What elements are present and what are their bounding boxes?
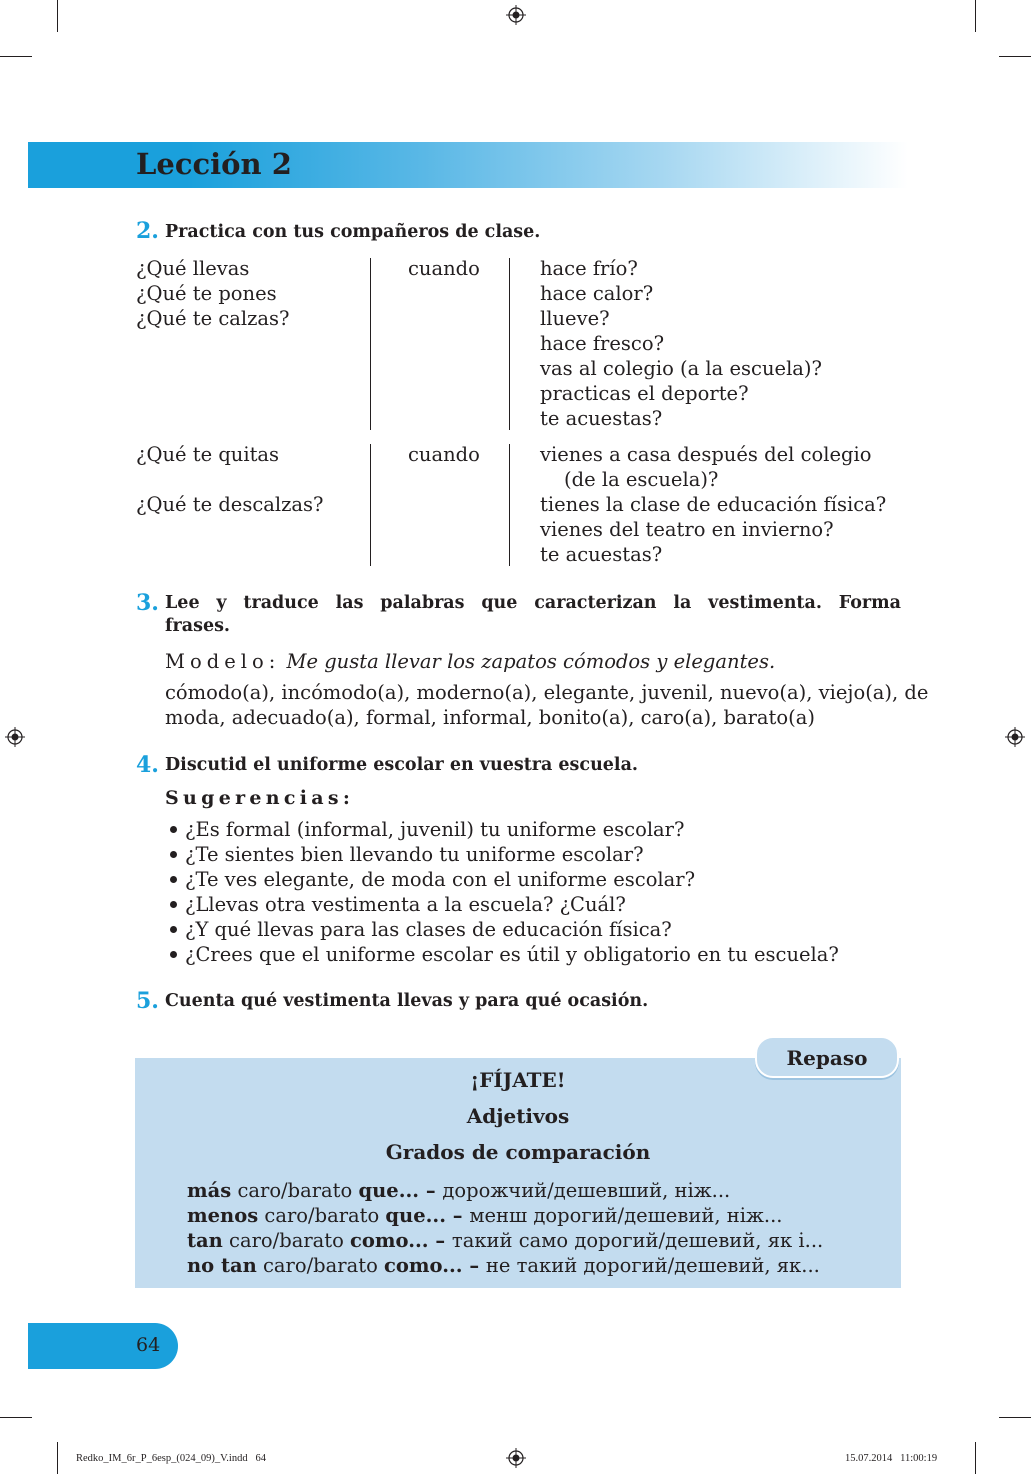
column-divider: [370, 258, 371, 430]
box-title: ¡FÍJATE!: [470, 1068, 566, 1092]
question: ¿Qué te descalzas?: [136, 493, 324, 516]
ending: hace fresco?: [540, 332, 665, 355]
comparison-list: [187, 1178, 823, 1278]
exercise-2-instruction: Practica con tus compañeros de clase.: [165, 222, 541, 242]
comparison-row: no tan caro/barato como... – не такий дорогий/дешевий, як...: [187, 1254, 820, 1277]
question: ¿Qué llevas: [136, 257, 250, 280]
ending: te acuestas?: [540, 543, 663, 566]
box-heading: Grados de comparación: [385, 1140, 651, 1164]
crop-mark: [57, 0, 58, 32]
ending: practicas el deporte?: [540, 382, 749, 405]
model-text: Me gusta llevar los zapatos cómodos y elegantes.: [286, 650, 776, 673]
column-divider: [509, 258, 510, 430]
ending: te acuestas?: [540, 407, 663, 430]
crop-mark: [57, 1442, 58, 1474]
exercise-5-instruction: Cuenta qué vestimenta llevas y para qué ocasión.: [165, 991, 649, 1011]
crop-mark: [975, 1442, 976, 1474]
list-item: ¿Y qué llevas para las clases de educación física?: [168, 917, 839, 942]
bullet-icon: [170, 876, 177, 883]
question: ¿Qué te pones: [136, 282, 277, 305]
registration-mark-icon: [506, 1448, 526, 1468]
ending: (de la escuela)?: [564, 468, 719, 491]
crop-mark: [975, 0, 976, 32]
crop-mark: [999, 1417, 1031, 1418]
lesson-title: Lección 2: [136, 147, 292, 181]
exercise-5-number: 5.: [136, 988, 159, 1014]
registration-mark-icon: [1005, 727, 1025, 747]
box-subtitle: Adjetivos: [466, 1104, 570, 1128]
bullet-icon: [170, 826, 177, 833]
bullet-icon: [170, 951, 177, 958]
ending: vienes a casa después del colegio: [540, 443, 872, 466]
comparison-row: menos caro/barato que... – менш дорогий/дешевий, ніж...: [187, 1204, 783, 1227]
registration-mark-icon: [506, 5, 526, 25]
exercise-2-number: 2.: [136, 218, 159, 244]
connector: cuando: [408, 443, 480, 466]
list-item: ¿Te ves elegante, de moda con el uniforme escolar?: [168, 867, 839, 892]
suggestions-list: [168, 817, 839, 967]
comparison-row: más caro/barato que... – дорожчий/дешевший, ніж...: [187, 1179, 731, 1202]
slug-filename: Redko_IM_6r_P_6esp_(024_09)_V.indd 64: [76, 1453, 266, 1464]
exercise-3-number: 3.: [136, 590, 159, 616]
exercise-3-instruction-cont: frases.: [165, 616, 231, 636]
list-item: ¿Te sientes bien llevando tu uniforme escolar?: [168, 842, 839, 867]
model-label: Modelo:: [165, 650, 281, 673]
exercise-4-number: 4.: [136, 752, 159, 778]
crop-mark: [0, 1417, 32, 1418]
model-example: [165, 650, 775, 673]
bullet-icon: [170, 926, 177, 933]
ending: vienes del teatro en invierno?: [540, 518, 834, 541]
bullet-icon: [170, 901, 177, 908]
crop-mark: [999, 56, 1031, 57]
question: ¿Qué te calzas?: [136, 307, 290, 330]
bullet-icon: [170, 851, 177, 858]
ending: hace calor?: [540, 282, 654, 305]
ending: hace frío?: [540, 257, 638, 280]
registration-mark-icon: [5, 727, 25, 747]
repaso-tab: Repaso: [755, 1036, 899, 1078]
vocabulary-line-1: cómodo(a), incómodo(a), moderno(a), elegante, juvenil, nuevo(a), viejo(a), de: [165, 681, 929, 704]
question: ¿Qué te quitas: [136, 443, 280, 466]
column-divider: [370, 444, 371, 566]
exercise-4-instruction: Discutid el uniforme escolar en vuestra escuela.: [165, 755, 639, 775]
list-item: ¿Llevas otra vestimenta a la escuela? ¿Cuál?: [168, 892, 839, 917]
ending: tienes la clase de educación física?: [540, 493, 887, 516]
vocabulary-line-2: moda, adecuado(a), formal, informal, bonito(a), caro(a), barato(a): [165, 706, 815, 729]
ending: llueve?: [540, 307, 610, 330]
slug-datetime: 15.07.2014 11:00:19: [845, 1453, 938, 1464]
page-number: 64: [136, 1334, 161, 1356]
list-item: ¿Es formal (informal, juvenil) tu uniforme escolar?: [168, 817, 839, 842]
list-item: ¿Crees que el uniforme escolar es útil y obligatorio en tu escuela?: [168, 942, 839, 967]
connector: cuando: [408, 257, 480, 280]
column-divider: [509, 444, 510, 566]
exercise-3-instruction: Lee y traduce las palabras que caracterizan la vestimenta. Forma: [165, 593, 901, 613]
ending: vas al colegio (a la escuela)?: [540, 357, 822, 380]
suggestions-label: Sugerencias:: [165, 787, 355, 809]
crop-mark: [0, 56, 32, 57]
comparison-row: tan caro/barato como... – такий само дорогий/дешевий, як і...: [187, 1229, 824, 1252]
